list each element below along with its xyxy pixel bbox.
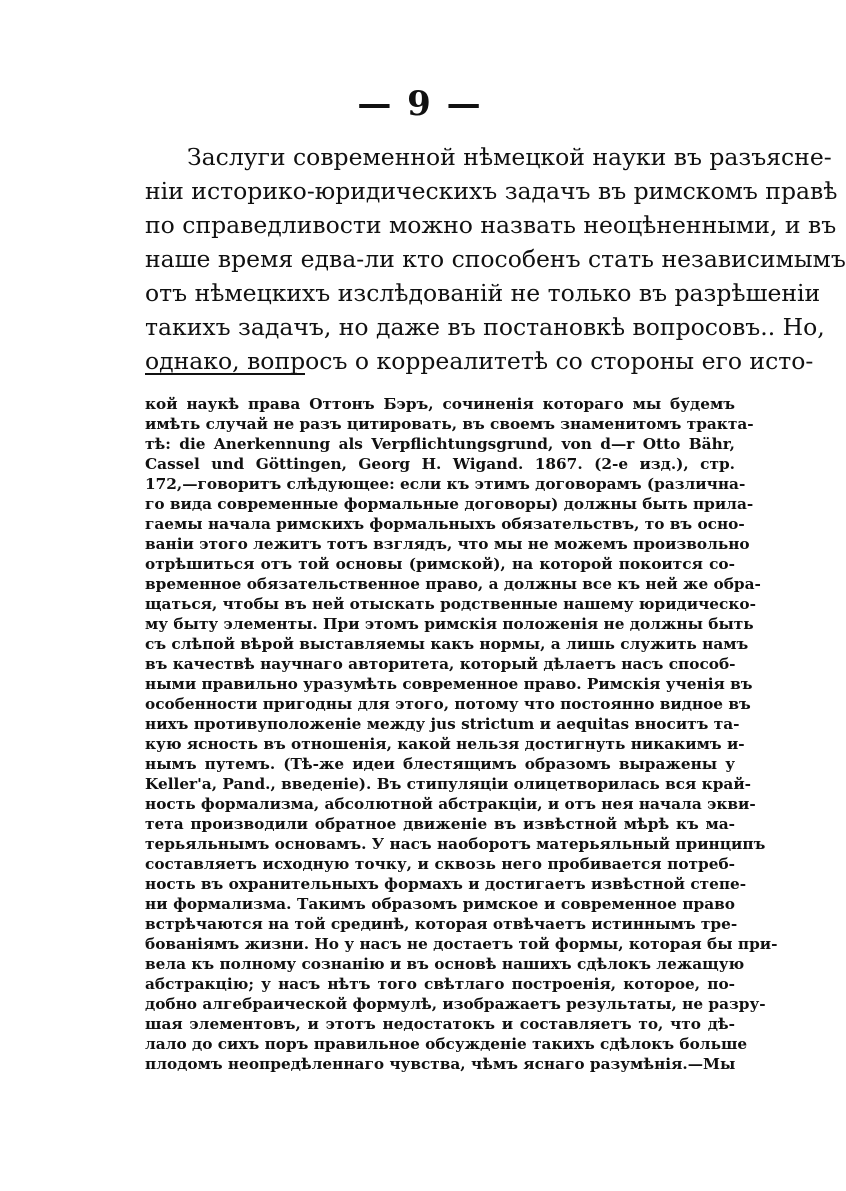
footnote-line: терьяльнымъ основамъ. У насъ наоборотъ матерьяльный принципъ <box>145 835 766 853</box>
footnote-line: му быту элементы. При этомъ римскiя положенiя не должны быть <box>145 615 754 633</box>
footnote-line: гаемы начала римскихъ формальныхъ обязательствъ, то въ осно- <box>145 515 745 533</box>
main-line: такихъ задачъ, но даже въ постановкѣ вопросовъ.. Но, <box>145 313 825 341</box>
footnote-line: встрѣчаются на той срединѣ, которая отвѣчаетъ истиннымъ тре- <box>145 915 738 933</box>
footnote-line: составляетъ исходную точку, и сквозь него пробивается потреб- <box>145 855 735 873</box>
footnote-line: щаться, чтобы въ ней отыскать родственные нашему юридическо- <box>145 595 756 613</box>
footnote-line: лало до сихъ поръ правильное обсужденiе такихъ сдѣлокъ больше <box>145 1035 748 1053</box>
footnote-line: 172,—говоритъ слѣдующее: если къ этимъ договорамъ (различна- <box>145 475 746 493</box>
main-line: однако, вопросъ о корреалитетѣ со стороны его исто- <box>145 347 814 375</box>
main-line: наше время едва-ли кто способенъ стать независимымъ <box>145 245 846 273</box>
footnote-line: Cassel und Göttingen, Georg H. Wigand. 1867. (2-е изд.), стр. <box>145 455 735 473</box>
footnote-line: плодомъ неопредѣленнаго чувства, чѣмъ яснаго разумѣнiя.—Мы <box>145 1055 736 1073</box>
footnote-line: нихъ противуположенiе между jus strictum и aequitas вноситъ та- <box>145 715 740 733</box>
footnote-line: добно алгебраической формулѣ, изображаетъ результаты, не разру- <box>145 995 766 1013</box>
footnote-line: ность въ охранительныхъ формахъ и достигаетъ извѣстной степе- <box>145 875 747 893</box>
footnote-divider <box>145 373 305 375</box>
footnote-line: ванiи этого лежитъ тотъ взглядъ, что мы не можемъ произвольно <box>145 535 750 553</box>
footnote-line: вела къ полному сознанiю и въ основѣ нашихъ сдѣлокъ лежащую <box>145 955 745 973</box>
footnote-line: съ слѣпой вѣрой выставляемы какъ нормы, а лишь служить намъ <box>145 635 749 653</box>
footnote-line: тѣ: die Anerkennung als Verpflichtungsgrund, von d—r Otto Bähr, <box>145 435 735 453</box>
footnote-line: абстракцiю; у насъ нѣтъ того свѣтлаго построенiя, которое, по- <box>145 975 735 993</box>
footnote-line: особенности пригодны для этого, потому что постоянно видное въ <box>145 695 751 713</box>
main-line: Заслуги современной нѣмецкой науки въ разъясне- <box>187 143 832 171</box>
main-line: отъ нѣмецкихъ изслѣдованiй не только въ разрѣшенiи <box>145 279 821 307</box>
footnote-line: временное обязательственное право, а должны все къ ней же обра- <box>145 575 761 593</box>
footnote-line: имѣть случай не разъ цитировать, въ своемъ знаменитомъ тракта- <box>145 415 754 433</box>
main-line: по справедливости можно назвать неоцѣненными, и въ <box>145 211 837 239</box>
footnote-line: го вида современные формальные договоры) должны быть прила- <box>145 495 754 513</box>
footnote-line: Keller'a, Pand., введенiе). Въ стипуляцiи олицетворилась вся край- <box>145 775 752 793</box>
footnote-line: бованiямъ жизни. Но у насъ не достаетъ той формы, которая бы при- <box>145 935 778 953</box>
footnote-line: въ качествѣ научнаго авторитета, который дѣлаетъ насъ способ- <box>145 655 736 673</box>
main-line: нiи историко-юридическихъ задачъ въ римскомъ правѣ <box>145 177 838 205</box>
footnote-line: ными правильно уразумѣть современное право. Римскiя ученiя въ <box>145 675 753 693</box>
footnote-line: кую ясность въ отношенiя, какой нельзя достигнуть никакимъ и- <box>145 735 745 753</box>
footnote-line: кой наукѣ права Оттонъ Бэръ, сочиненiя котораго мы будемъ <box>145 395 735 413</box>
footnote-line: отрѣшиться отъ той основы (римской), на которой покоится со- <box>145 555 735 573</box>
footnote-line: шая элементовъ, и этотъ недостатокъ и составляетъ то, что дѣ- <box>145 1015 735 1033</box>
footnote-line: тета производили обратное движенiе въ извѣстной мѣрѣ къ ма- <box>145 815 735 833</box>
footnote-line: ни формализма. Такимъ образомъ римское и современное право <box>145 895 735 913</box>
page-number: — 9 — <box>357 84 483 124</box>
footnote-line: ность формализма, абсолютной абстракцiи, и отъ нея начала экви- <box>145 795 756 813</box>
footnote-line: нымъ путемъ. (Тѣ-же идеи блестящимъ образомъ выражены у <box>145 755 735 773</box>
